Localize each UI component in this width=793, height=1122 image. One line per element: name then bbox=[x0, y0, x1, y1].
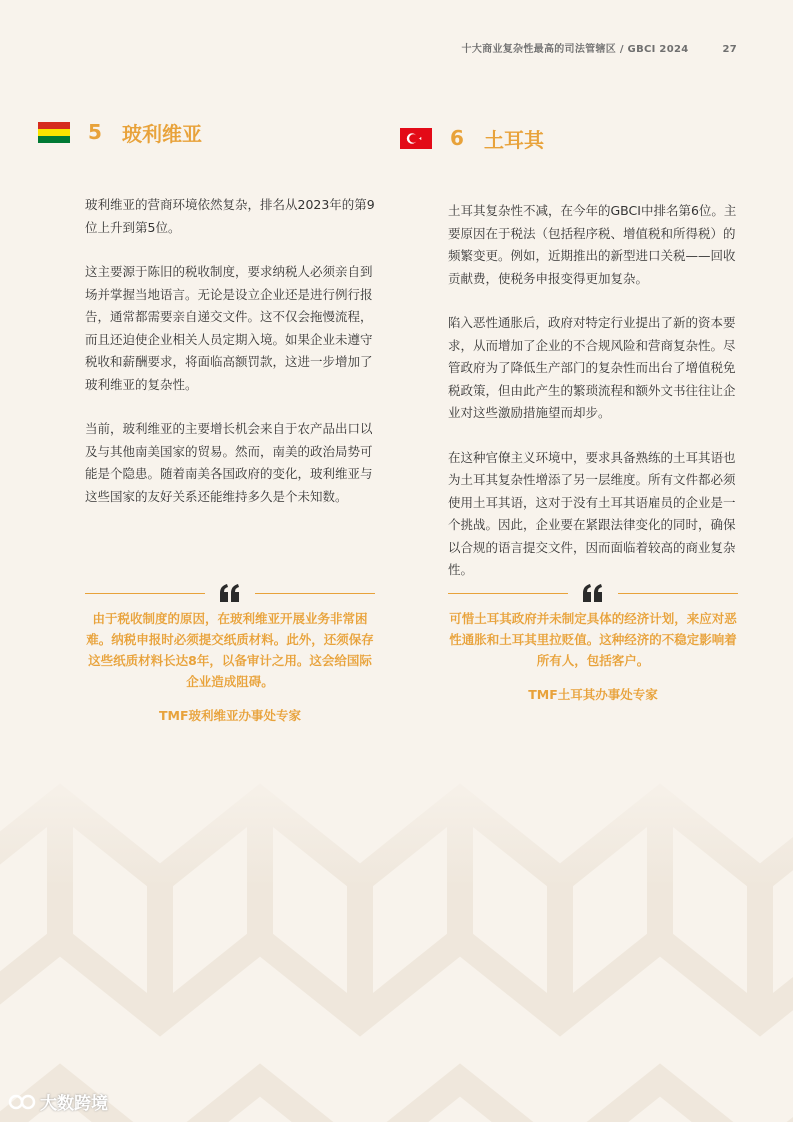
paragraph: 这主要源于陈旧的税收制度，要求纳税人必须亲自到场并掌握当地语言。无论是设立企业还是进行例行报告，通常都需要亲自递交文件。这不仅会拖慢流程，而且还迫使企业相关人员定期入境。如果企业未遵守税收和薪酬要求，将面临高额罚款，这进一步增加了玻利维亚的复杂性。 bbox=[85, 264, 373, 392]
paragraph: 在这种官僚主义环境中，要求具备熟练的土耳其语也为土耳其复杂性增添了另一层维度。所有文件都必须使用土耳其语，这对于没有土耳其语雇员的企业是一个挑战。因此，企业要在紧跟法律变化的同时，确保以合规的语言提交文件，因而面临着较高的商业复杂性。 bbox=[448, 449, 736, 577]
page-header bbox=[462, 40, 737, 55]
section-number: 5 bbox=[88, 120, 102, 144]
quote-divider bbox=[448, 584, 738, 602]
section-bolivia bbox=[38, 116, 338, 148]
paragraph: 玻利维亚的营商环境依然复杂，排名从2023年的第9位上升到第5位。 bbox=[85, 197, 375, 235]
section-title bbox=[38, 116, 338, 148]
watermark-logo-icon bbox=[8, 1093, 36, 1111]
paragraph: 当前，玻利维亚的主要增长机会来自于农产品出口以及与其他南美国家的贸易。然而，南美的政治局势可能是个隐患。随着南美各国政府的变化，玻利维亚与这些国家的友好关系还能维持多久是个未知数。 bbox=[85, 421, 373, 504]
quote-source: TMF玻利维亚办事处专家 bbox=[158, 708, 301, 723]
section-body-bolivia bbox=[85, 194, 375, 530]
section-turkey bbox=[400, 122, 700, 154]
report-title: 十大商业复杂性最高的司法管辖区 / GBCI 2024 bbox=[461, 44, 689, 55]
paragraph: 陷入恶性通胀后，政府对特定行业提出了新的资本要求，从而增加了企业的不合规风险和营商复杂性。尽管政府为了降低生产部门的复杂性而出台了增值税免税政策，但由此产生的繁琐流程和额外文书往往让企业对这些激励措施望而却步。 bbox=[448, 315, 736, 420]
section-body-turkey bbox=[448, 200, 738, 604]
quote-text: 可惜土耳其政府并未制定具体的经济计划，来应对恶性通胀和土耳其里拉贬值。这种经济的不稳定影响着所有人，包括客户。 bbox=[449, 611, 737, 668]
page-number: 27 bbox=[722, 44, 737, 55]
quote-text: 由于税收制度的原因，在玻利维亚开展业务非常困难。纳税申报时必须提交纸质材料。此外，还须保存这些纸质材料长达8年，以备审计之用。这会给国际企业造成阻碍。 bbox=[86, 611, 374, 689]
background-pattern bbox=[0, 760, 793, 1122]
quote-source: TMF土耳其办事处专家 bbox=[528, 687, 658, 702]
paragraph: 土耳其复杂性不减，在今年的GBCI中排名第6位。主要原因在于税法（包括程序税、增值税和所得税）的频繁变更。例如，近期推出的新型进口关税——回收贡献费，使税务申报变得更加复杂。 bbox=[448, 203, 737, 286]
section-name: 土耳其 bbox=[484, 127, 544, 152]
section-name: 玻利维亚 bbox=[122, 121, 202, 146]
section-number: 6 bbox=[450, 126, 464, 150]
quote-mark-icon bbox=[582, 584, 604, 602]
quote-mark-icon bbox=[219, 584, 241, 602]
section-title bbox=[400, 122, 700, 154]
quote-divider bbox=[85, 584, 375, 602]
bolivia-flag-icon bbox=[38, 122, 70, 143]
turkey-flag-icon bbox=[400, 128, 432, 149]
quote-block-turkey bbox=[448, 584, 738, 703]
quote-block-bolivia bbox=[85, 584, 375, 724]
watermark-text: 大数跨境 bbox=[40, 1094, 108, 1114]
watermark bbox=[8, 1089, 108, 1114]
